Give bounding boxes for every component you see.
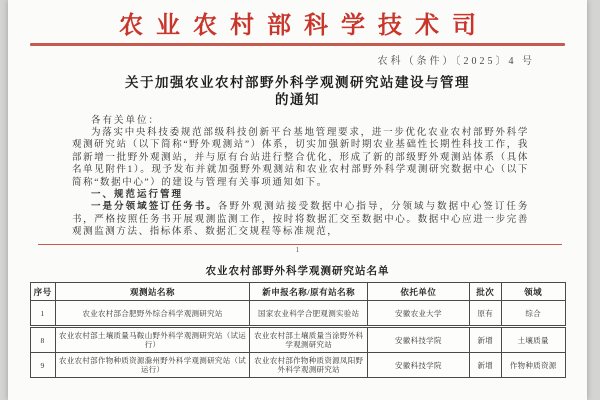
salutation: 各有关单位： xyxy=(91,115,161,126)
section-heading-1: 一、规范运行管理 xyxy=(91,189,184,200)
cell-index: 8 xyxy=(30,327,55,353)
paragraph-2-lead: 一是分领域签订任务书。 xyxy=(91,202,218,213)
header-cell-station-name: 观测站名称 xyxy=(55,283,250,301)
cell-domain: 作物种质资源 xyxy=(501,353,565,378)
cell-institution: 安徽农业大学 xyxy=(368,301,470,327)
doc-body xyxy=(72,115,529,239)
cell-station-name: 农业农村部合肥野外综合科学观测研究站 xyxy=(55,301,250,327)
table-row xyxy=(30,327,565,353)
paragraph-2-rest: 各野外观测站接受数据中心指导，分领域与数据中心签订任务书，严格按照任务书开展观测监测工作，按时将数据汇交至数据中心。数据中心应进一步完善观测监测方法、指标体系、数据汇交规程等标准规范， xyxy=(72,202,529,238)
attachment-table-title: 农业农村部野外科学观测研究站名单 xyxy=(205,266,390,278)
header-red-rule xyxy=(30,43,565,46)
table-row xyxy=(30,301,565,327)
cell-index: 1 xyxy=(30,301,55,327)
cell-batch: 新增 xyxy=(469,353,501,378)
cell-institution: 安徽科技学院 xyxy=(368,353,470,378)
page-number: 1 xyxy=(295,246,300,255)
cell-domain: 土壤质量 xyxy=(501,327,565,353)
doc-title xyxy=(8,74,587,108)
header-cell-index: 序号 xyxy=(30,283,55,301)
header-cell-domain: 领域 xyxy=(501,283,565,301)
cell-batch: 原有 xyxy=(469,301,501,327)
cell-domain: 综合 xyxy=(501,301,565,327)
cell-station-name: 农业农村部作物种质资源滁州野外科学观测研究站（试运行） xyxy=(55,353,250,378)
doc-title-line2: 的通知 xyxy=(275,91,320,107)
header-cell-new-name: 新申报名称/原有站名称 xyxy=(250,283,368,301)
document-page xyxy=(8,0,587,400)
cell-new-name: 农业农村部土壤质量当涂野外科学观测研究站 xyxy=(250,327,368,353)
header-cell-batch: 批次 xyxy=(469,283,501,301)
paragraph-2 xyxy=(72,201,529,238)
cell-batch: 新增 xyxy=(469,327,501,353)
station-list-table xyxy=(30,282,566,378)
cell-new-name: 国家农业科学合肥观测实验站 xyxy=(250,301,368,327)
cell-new-name: 农业农村部作物种质资源凤阳野外科学观测研究站 xyxy=(250,353,368,378)
org-title: 农业农村部科学技术司 xyxy=(119,13,489,39)
paragraph-1: 为落实中央科技委规范部级科技创新平台基地管理要求，进一步优化农业农村部野外科学观测研究站（以下简称“野外观测站”）体系，切实加强新时期农业基础性长期性科技工作，我部新增一批野外观测站，并与原有台站进行整合优化，形成了新的部级野外观测站体系（具体名单见附件1）。现予发布并就加强野外观测站和农业农村部野外科学观测研究数据中心（以下简称“数据中心”）的建设与管理有关事项通知如下。 xyxy=(72,127,529,188)
doc-number: 农科（条件）〔2025〕4 号 xyxy=(377,55,535,67)
cell-institution: 安徽科技学院 xyxy=(368,327,470,353)
header-cell-institution: 依托单位 xyxy=(368,283,470,301)
cell-index: 9 xyxy=(30,353,55,378)
table-row xyxy=(30,353,565,378)
footer-red-rule xyxy=(38,244,562,246)
cell-station-name: 农业农村部土壤质量马鞍山野外科学观测研究站（试运行） xyxy=(55,327,250,353)
doc-title-line1: 关于加强农业农村部野外科学观测研究站建设与管理 xyxy=(125,74,470,90)
table-header-row xyxy=(30,283,565,301)
